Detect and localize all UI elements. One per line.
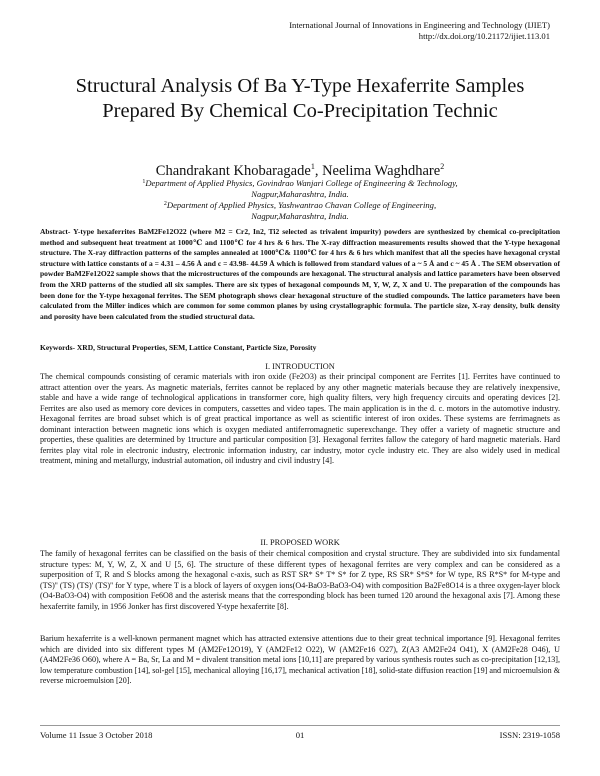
affiliation-line: Nagpur,Maharashtra, India. — [251, 189, 349, 199]
affiliation-mark: 1 — [142, 179, 146, 185]
paragraph: The chemical compounds consisting of ceramic materials with iron oxide (Fe2O3) as their principal component are Ferrites [1]. Ferrites have continued to attract attention over the years. As magnetic materials, ferrites cannot be replaced by any other magnetic materials because they are relatively inexpensive, stable and have a wide range of technological applications in transformer core, high quality filters, very high frequency circuits and operating devices [2]. Ferrites are also used as memory core devices in computers, cassettes and video tapes. The main application is in the d. c. motors in the automotive industry. Hexagonal ferrites are broad subset which is of great practical importance as well as scientific interest of iron oxides. These systems are ferrimagnets as dominant interaction between magnetic ions which is oxygen mediated antiferromagnetic superexchange. They offer a variety of magnetic structure and properties, these qualities are determined by 1tructure and particular composition [3]. Hexagonal ferrites fallow the category of hard magnetic materials. Hard ferrites play vital role in electronic industry, electronic information industry, car industry, motor cycle industry etc. They are also widely used in medical treatment, mining and metallurgy, industrial automation, oil industry and civil industry [4]. — [40, 372, 560, 466]
affiliation-2 — [90, 199, 510, 222]
author-separator: , — [314, 163, 323, 179]
affiliation-line: Department of Applied Physics, Yashwantrao Chavan College of Engineering, — [166, 200, 437, 210]
affiliation-line: Department of Applied Physics, Govindrao Wanjari College of Engineering & Technology, — [145, 178, 458, 188]
affiliation-line: Nagpur,Maharashtra, India. — [251, 211, 349, 221]
journal-doi[interactable]: http://dx.doi.org/10.21172/ijiet.113.01 — [418, 31, 550, 41]
author-name: Chandrakant Khobaragade — [155, 163, 311, 179]
footer-divider — [40, 725, 560, 726]
affiliation-mark: 2 — [163, 201, 167, 207]
journal-header — [130, 20, 550, 42]
affiliation-mark: 2 — [440, 162, 445, 171]
affiliation-1 — [90, 177, 510, 200]
page-number: 01 — [295, 730, 305, 740]
abstract: Abstract- Y-type hexaferrites BaM2Fe12O22 (where M2 = Cr2, In2, Ti2 selected as trivalent impurity) powders are synthesized by chemical co-precipitation method and subsequent heat treatment at 1000℃ and 1100℃ for 4 hrs & 6 hrs. The X-ray diffraction measurements results showed that the Y-type hexagonal structure. The X-ray diffraction patterns of the samples annealed at 1000℃& 1100℃ for 4 hrs & 6 hrs which manifest that all the species have hexagonal crystal structure with lattice constants of a = 4.31 – 4.56 Å and c = 43.98- 44.59 Å which is followed from standard values of a ~ 5 Å and c ~ 45 Å . The SEM observation of powder BaM2Fe12O22 sample shows that the microstructures of the compounds are hexagonal. The structural analysis and lattice parameters have been observed from the XRD patterns of the studied all six samples. There are six types of hexagonal compounds M, Y, W, Z, X and U. The preparation of the compounds has been done for the Y-type hexagonal ferrites. The SEM photograph shows clear hexagonal structure of the studied compounds. The lattice parameters have been calculated from the Miller indices which are common for some common planes by using crystallographic formula. The particle size, X-ray density, bulk density and porosity have been calculated from the studied structural data. — [40, 227, 560, 321]
affiliation-mark: 1 — [310, 162, 315, 171]
paper-title: Structural Analysis Of Ba Y-Type Hexaferrite Samples Prepared By Chemical Co-Precipitation Technic — [75, 75, 525, 122]
section-heading: I. INTRODUCTION — [265, 362, 335, 371]
author-name: Neelima Waghdhare — [322, 163, 441, 179]
section-heading: II. PROPOSED WORK — [260, 538, 340, 547]
journal-name: International Journal of Innovations in Engineering and Technology (IJIET) — [289, 20, 550, 30]
footer-volume: Volume 11 Issue 3 October 2018 — [40, 730, 153, 740]
paragraph: The family of hexagonal ferrites can be classified on the basis of their chemical composition and crystal structure. They are subdivided into six fundamental structure types: M, Y, W, Z, X and U [5, 6]. The structure of these different types of hexagonal ferrites are very complex and can be considered as a superposition of T, R and S blocks among the hexagonal c-axis, such as RST SR* S* T* S* for Z type, RS SR* S*S* for W type, RS R*S* for M-type and (TS)'' (TS) (TS)' (TS)'' for Y type, where T is a block of layers of oxygen ions(O4-BaO3-BaO3-O4) with composition Ba2Fe8O14 is a three oxygen-layer block (O4-BaO3-O4) with composition Fe6O8 and the asterisk means that the corresponding block has been turned 120 around the hexagonal axis [7]. Among these hexaferrite family, in 1956 Jonker has first discovered Y-type hexaferrite [8]. — [40, 549, 560, 611]
paragraph: Barium hexaferrite is a well-known permanent magnet which has attracted extensive attentions due to their great technical importance [9]. Hexagonal ferrites which are divided into six different types M (AM2Fe12O19), Y (AM2Fe12 O22), W (AM2Fe16 O27), Z(A3 AM2Fe24 O41), X (AM2Fe28 O46), U (A4M2Fe36 O60), where A = Ba, Sr, La and M = divalent transition metal ions [10,11] are prepared by various synthesis routes such as co-precipitation [12,13], low temperature combustion [14], sol-gel [15], mechanical alloying [16,17], mechanical activation [18], solid-state diffusion reaction [19] and microemulsion & reverse microemulsion [20]. — [40, 634, 560, 686]
keywords: Keywords- XRD, Structural Properties, SEM, Lattice Constant, Particle Size, Porosity — [40, 343, 317, 352]
footer-issn: ISSN: 2319-1058 — [499, 730, 560, 740]
